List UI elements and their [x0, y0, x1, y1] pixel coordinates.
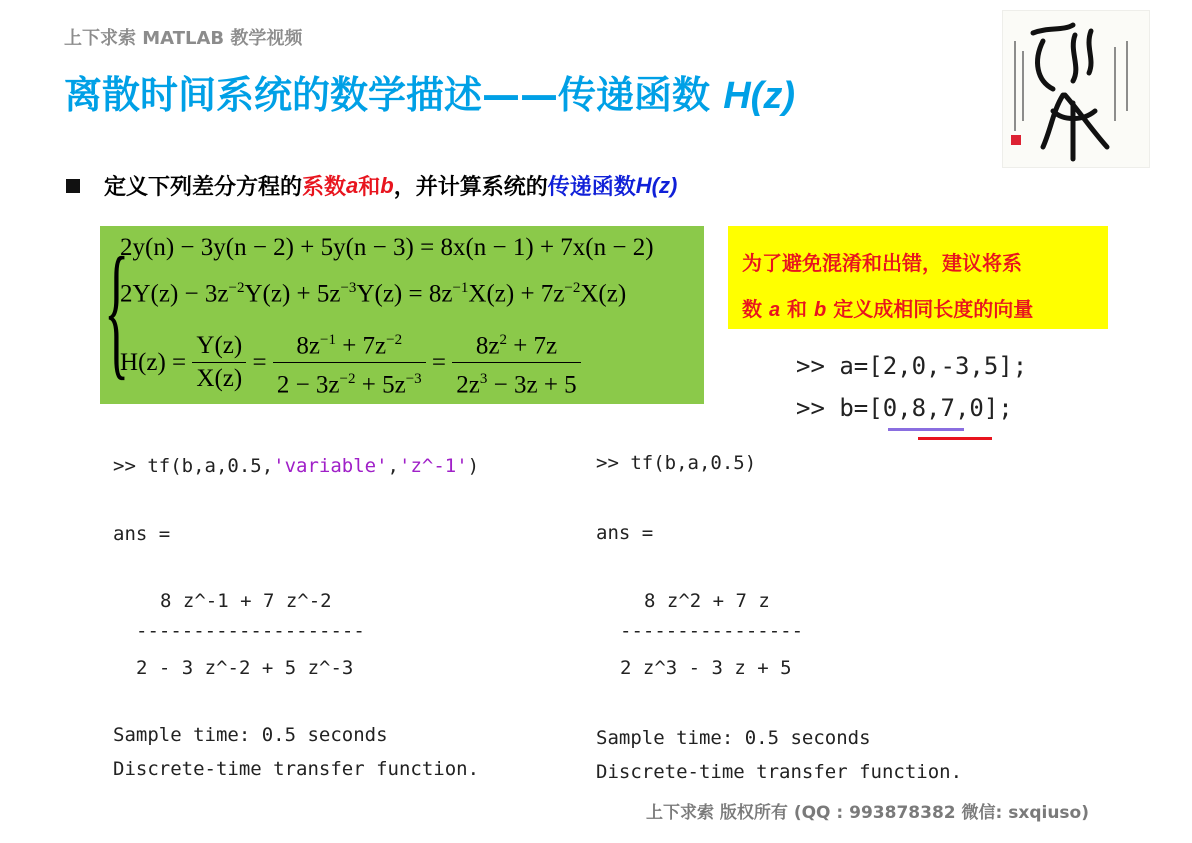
- bullet-text-b: b: [380, 172, 394, 198]
- right-sample-time: Sample time: 0.5 seconds: [596, 727, 871, 749]
- left-divider: --------------------: [136, 620, 365, 642]
- title-italic: H(z): [723, 75, 795, 117]
- command-a: >> a=[2,0,-3,5];: [796, 352, 1028, 380]
- underline-red: [918, 437, 992, 440]
- bullet-line: [66, 170, 677, 201]
- equation-box: [100, 226, 704, 404]
- bullet-text-2: ，并计算系统的: [393, 175, 548, 200]
- right-description: Discrete-time transfer function.: [596, 761, 963, 783]
- right-numerator: 8 z^2 + 7 z: [644, 590, 770, 612]
- bullet-text-coef: 系数: [302, 175, 347, 200]
- seal-logo: [1002, 10, 1150, 168]
- title-main: 离散时间系统的数学描述——传递函数: [64, 73, 724, 117]
- note-line-2: 数 a 和 b 定义成相同长度的向量: [742, 297, 1034, 321]
- footer-copyright: 上下求索 版权所有 (QQ : 993878382 微信: sxqiuso): [646, 803, 1089, 823]
- note-box: [728, 226, 1108, 329]
- brand-label: 上下求索 MATLAB 教学视频: [64, 28, 303, 49]
- command-b: >> b=[0,8,7,0];: [796, 394, 1013, 422]
- right-command: >> tf(b,a,0.5): [596, 452, 757, 474]
- bullet-square-icon: [66, 179, 80, 193]
- equation-difference: 2y(n) − 3y(n − 2) + 5y(n − 3) = 8x(n − 1) + 7x(n − 2): [120, 234, 654, 261]
- right-divider: ----------------: [620, 620, 804, 642]
- left-description: Discrete-time transfer function.: [113, 758, 480, 780]
- right-denominator: 2 z^3 - 3 z + 5: [620, 657, 792, 679]
- fraction-3: $\frac{8z^2 + 7z}{2z^3 - 3z + 5}$: [452, 324, 580, 402]
- bullet-text-1: 定义下列差分方程的: [104, 175, 303, 200]
- bullet-text-a: a: [346, 172, 359, 198]
- page-title: [64, 64, 795, 119]
- bullet-text-tf: 传递函数: [547, 175, 636, 200]
- left-numerator: 8 z^-1 + 7 z^-2: [160, 590, 332, 612]
- left-sample-time: Sample time: 0.5 seconds: [113, 724, 388, 746]
- fraction-1: $\frac{Y(z)}{X(z)}$: [192, 330, 246, 395]
- seal-calligraphy-icon: [1003, 11, 1149, 167]
- bullet-text-and: 和: [358, 175, 381, 200]
- equation-z-transform: $2Y(z) - 3z^{-2}Y(z) + 5z^{-3}Y(z) = 8z^{-1}X(z) + 7z^{-2}X(z)$: [120, 280, 627, 308]
- equation-transfer-function: H(z) = $\frac{Y(z)}{X(z)}$ = $\frac{8z^{-1} + 7z^{-2}}{2 - 3z^{-2} + 5z^{-3}}$ = $\frac{8z^2 + 7z}{2z^3 - 3z + 5}$: [120, 324, 581, 402]
- note-line-1: 为了避免混淆和出错，建议将系: [742, 251, 1022, 275]
- left-command: >> tf(b,a,0.5,'variable','z^-1'): [113, 455, 480, 477]
- right-ans: ans =: [596, 522, 654, 544]
- fraction-2: $\frac{8z^{-1} + 7z^{-2}}{2 - 3z^{-2} + 5z^{-3}}$: [273, 324, 426, 402]
- left-brace: {: [104, 227, 130, 393]
- left-ans: ans =: [113, 523, 171, 545]
- left-denominator: 2 - 3 z^-2 + 5 z^-3: [136, 657, 354, 679]
- bullet-text-hz: H(z): [635, 172, 678, 198]
- underline-purple: [888, 428, 964, 431]
